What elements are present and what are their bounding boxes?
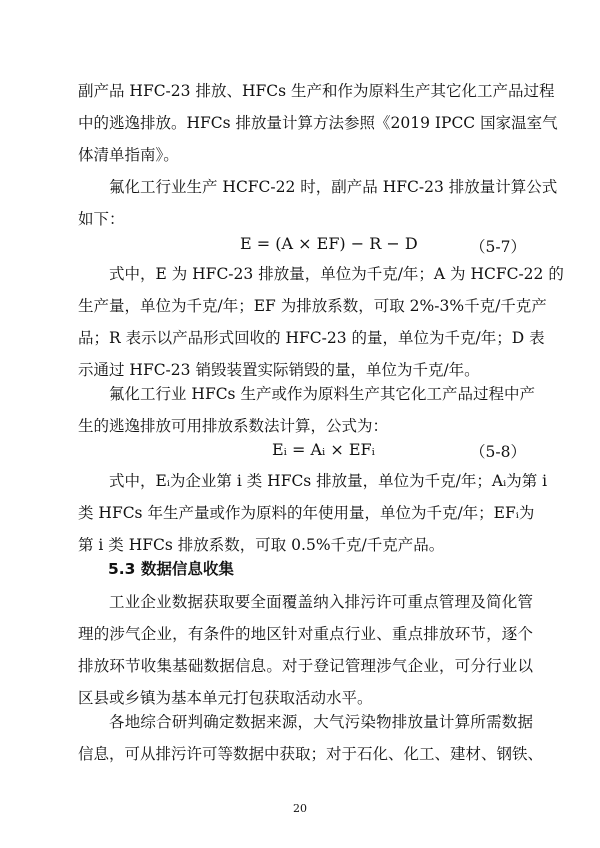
text-line: 信息，可从排污许可等数据中获取；对于石化、化工、建材、钢铁、 [78,745,544,763]
paragraph-fugitive-emissions [78,378,533,442]
text-line: 示通过 HFC-23 销毁装置实际销毁的量，单位为千克/年。 [78,361,480,379]
text-line: 体清单指南》。 [78,146,179,164]
text-line: 排放环节收集基础数据信息。对于登记管理涉气企业，可分行业以 [78,657,533,675]
section-heading: 5.3 数据信息收集 [108,560,234,578]
text-line: 工业企业数据获取要全面覆盖纳入排污许可重点管理及简化管 [109,593,533,611]
formula-5-8: Eᵢ = Aᵢ × EFᵢ [272,440,375,459]
text-line: 生产量，单位为千克/年；EF 为排放系数，可取 2%-3%千克/千克产 [78,297,547,315]
paragraph-data-sources [78,706,544,770]
text-line: 品；R 表示以产品形式回收的 HFC-23 的量，单位为千克/年；D 表 [78,329,545,347]
text-line: 类 HFCs 年生产量或作为原料的年使用量，单位为千克/年；EFᵢ为 [78,504,535,522]
formula-5-7: E = (A × EF) − R − D [240,234,418,253]
paragraph-hfc-emission-sources [78,75,558,171]
paragraph-formula-5-7-definitions [78,258,564,386]
text-line: 式中，E 为 HFC-23 排放量，单位为千克/年；A 为 HCFC-22 的 [109,265,564,283]
text-line: 理的涉气企业，有条件的地区针对重点行业、重点排放环节，逐个 [78,625,533,643]
equation-number-5-8: （5-8） [470,443,526,461]
text-line: 中的逃逸排放。HFCs 排放量计算方法参照《2019 IPCC 国家温室气 [78,114,558,132]
paragraph-industrial-data-collection [78,586,533,714]
text-line: 生的逃逸排放可用排放系数法计算，公式为： [78,417,389,435]
page-number: 20 [293,802,307,815]
text-line: 式中，Eᵢ为企业第 i 类 HFCs 排放量，单位为千克/年；Aᵢ为第 i [109,472,548,490]
text-line: 如下： [78,210,125,228]
text-line: 氟化工行业生产 HCFC-22 时，副产品 HFC-23 排放量计算公式 [109,178,558,196]
paragraph-hcfc22-intro [78,171,558,235]
text-line: 区县或乡镇为基本单元打包获取活动水平。 [78,689,373,707]
text-line: 氟化工行业 HFCs 生产或作为原料生产其它化工产品过程中产 [109,385,535,403]
text-line: 各地综合研判确定数据来源，大气污染物排放量计算所需数据 [109,713,533,731]
paragraph-formula-5-8-definitions [78,465,548,561]
equation-number-5-7: （5-7） [470,238,526,256]
text-line: 副产品 HFC-23 排放、HFCs 生产和作为原料生产其它化工产品过程 [78,82,555,100]
text-line: 第 i 类 HFCs 排放系数，可取 0.5%千克/千克产品。 [78,536,445,554]
